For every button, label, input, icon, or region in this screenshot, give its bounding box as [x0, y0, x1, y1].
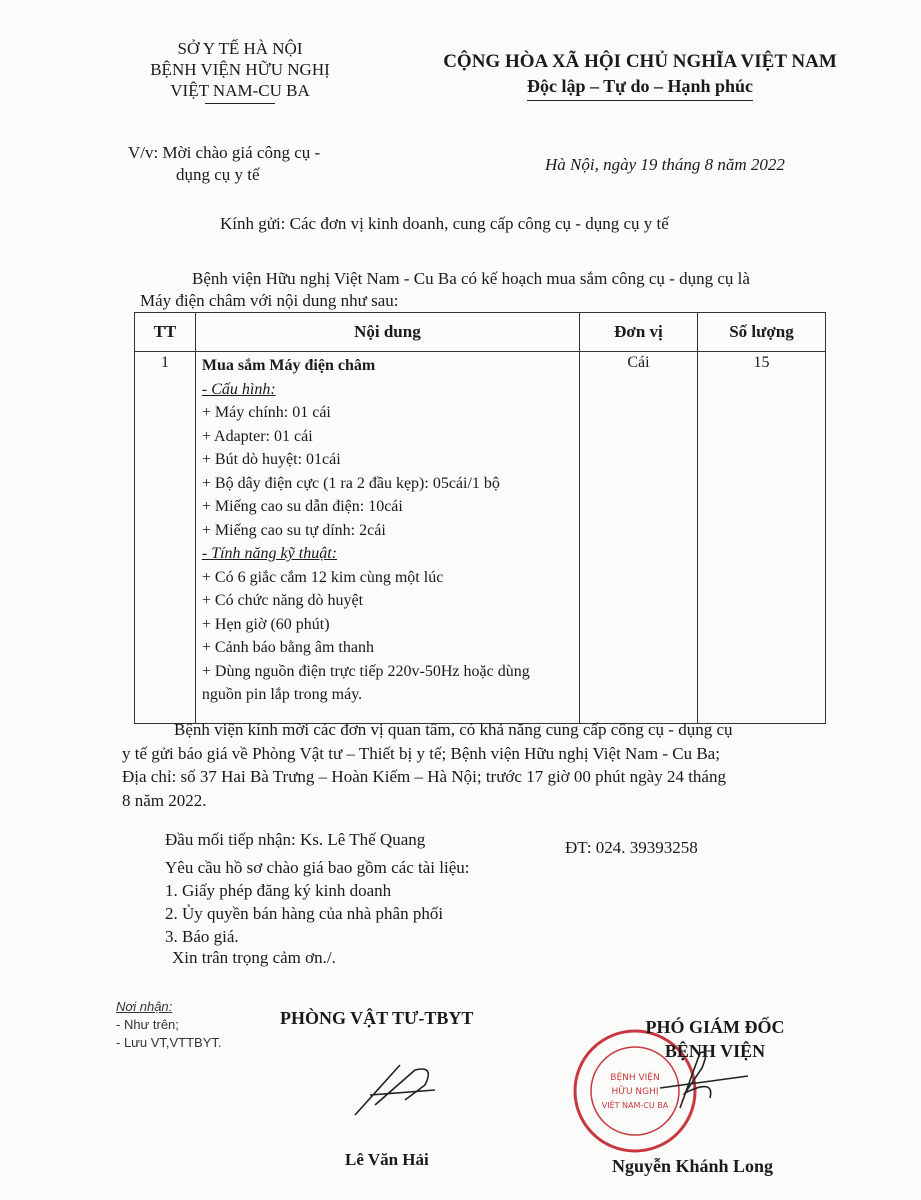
director-signature — [640, 1048, 750, 1113]
feature-item: + Có chức năng dò huyệt — [201, 592, 364, 609]
header-qty: Số lượng — [697, 313, 825, 352]
subject-line2: dụng cụ y tế — [176, 165, 260, 184]
contact-phone: ĐT: 024. 39393258 — [565, 838, 698, 857]
seal-text-3: VIỆT NAM-CU BA — [601, 1101, 669, 1110]
date-prefix: Hà Nội, ngày — [545, 155, 637, 174]
subject-block — [128, 142, 388, 186]
invitation-line4: 8 năm 2022. — [122, 790, 207, 810]
date-day: 19 — [640, 155, 658, 174]
intro-paragraph — [140, 268, 840, 312]
header-tt: TT — [135, 313, 196, 352]
requirement-item: 3. Báo giá. — [165, 927, 239, 946]
agency-name-line1: BỆNH VIỆN HỮU NGHỊ — [150, 60, 330, 79]
header-unit: Đơn vị — [579, 313, 697, 352]
intro-line1: Bệnh viện Hữu nghị Việt Nam - Cu Ba có kế hoạch mua sắm công cụ - dụng cụ là — [192, 269, 750, 288]
invitation-line3: Địa chỉ: số 37 Hai Bà Trưng – Hoàn Kiếm – Hà Nội; trước 17 giờ 00 phút ngày 24 tháng — [122, 767, 726, 786]
director-name: Nguyễn Khánh Long — [612, 1156, 774, 1176]
row-content — [195, 352, 579, 724]
config-item: + Bút dò huyệt: 01cái — [201, 451, 341, 468]
national-motto: Độc lập – Tự do – Hạnh phúc — [527, 74, 753, 101]
recipients-item: - Như trên; — [116, 1017, 179, 1032]
spec-table — [134, 312, 826, 724]
requirement-item: 2. Ủy quyền bán hàng của nhà phân phối — [165, 904, 444, 923]
dept-signature — [345, 1060, 445, 1120]
feature-item: + Có 6 giắc cắm 12 kim cùng một lúc — [201, 568, 444, 586]
config-item: + Adapter: 01 cái — [201, 427, 313, 445]
feature-item: + Cảnh báo bằng âm thanh — [201, 639, 374, 656]
dept-signer-name: Lê Văn Hải — [345, 1150, 429, 1169]
subject-line1: V/v: Mời chào giá công cụ - — [128, 143, 321, 162]
national-title: CỘNG HÒA XÃ HỘI CHỦ NGHĨA VIỆT NAM — [443, 51, 837, 72]
table-header-row — [135, 313, 826, 352]
features-heading: - Tính năng kỹ thuật: — [201, 545, 337, 562]
requirement-item: 1. Giấy phép đăng ký kinh doanh — [165, 881, 392, 900]
date-year: 2022 — [750, 155, 785, 174]
config-item: + Bộ dây điện cực (1 ra 2 đầu kẹp): 05cái/1 bộ — [201, 474, 500, 492]
seal-text-1: BỆNH VIỆN — [610, 1073, 660, 1083]
date-month-label: tháng — [661, 155, 701, 174]
config-item: + Máy chính: 01 cái — [201, 404, 331, 421]
item-title: Mua sắm Máy điện châm — [201, 357, 376, 374]
header-content: Nội dung — [195, 313, 579, 352]
dept-title: PHÒNG VẬT TƯ-TBYT — [280, 1008, 474, 1028]
recipient-line: Kính gửi: Các đơn vị kinh doanh, cung cấp công cụ - dụng cụ y tế — [220, 214, 669, 233]
agency-header — [120, 38, 360, 104]
row-unit: Cái — [579, 352, 697, 724]
config-item: + Miếng cao su tự dính: 2cái — [201, 521, 386, 539]
seal-text-2: HỮU NGHỊ — [611, 1087, 659, 1097]
requirements-intro: Yêu cầu hồ sơ chào giá bao gồm các tài liệu: — [165, 858, 470, 877]
invitation-line1: Bệnh viện kính mời các đơn vị quan tâm, có khả năng cung cấp công cụ - dụng cụ — [174, 720, 733, 739]
row-qty: 15 — [697, 352, 825, 724]
date-month: 8 — [704, 155, 714, 174]
feature-item: + Dùng nguồn điện trực tiếp 220v-50Hz hoặc dùng — [201, 662, 530, 680]
date-line — [545, 155, 865, 175]
feature-item: + Hẹn giờ (60 phút) — [201, 615, 330, 633]
closing-line: Xin trân trọng cảm ơn./. — [172, 948, 336, 967]
config-item: + Miếng cao su dẫn điện: 10cái — [201, 498, 403, 515]
intro-line2: Máy điện châm với nội dung như sau: — [140, 291, 399, 310]
config-heading: - Cấu hình: — [201, 380, 276, 398]
row-tt: 1 — [135, 352, 196, 724]
contact-person: Đầu mối tiếp nhận: Ks. Lê Thế Quang — [165, 830, 426, 849]
director-role-line1: PHÓ GIÁM ĐỐC — [645, 1017, 785, 1037]
invitation-line2: y tế gửi báo giá về Phòng Vật tư – Thiết bị y tế; Bệnh viện Hữu nghị Việt Nam - Cu Ba; — [122, 743, 720, 763]
recipients-title: Nơi nhận: — [116, 999, 173, 1014]
feature-item: nguồn pin lắp trong máy. — [201, 686, 363, 703]
recipients-item: - Lưu VT,VTTBYT. — [116, 1035, 222, 1050]
invitation-paragraph — [122, 718, 857, 812]
agency-name-line2: VIỆT NAM-CU BA — [170, 81, 310, 100]
national-header — [405, 50, 875, 101]
agency-underline — [205, 103, 275, 104]
director-role-line2: BỆNH VIỆN — [664, 1041, 766, 1061]
agency-parent: SỞ Y TẾ HÀ NỘI — [177, 39, 303, 58]
table-row — [135, 352, 826, 724]
date-year-label: năm — [717, 155, 747, 174]
requirements-block — [165, 856, 665, 948]
